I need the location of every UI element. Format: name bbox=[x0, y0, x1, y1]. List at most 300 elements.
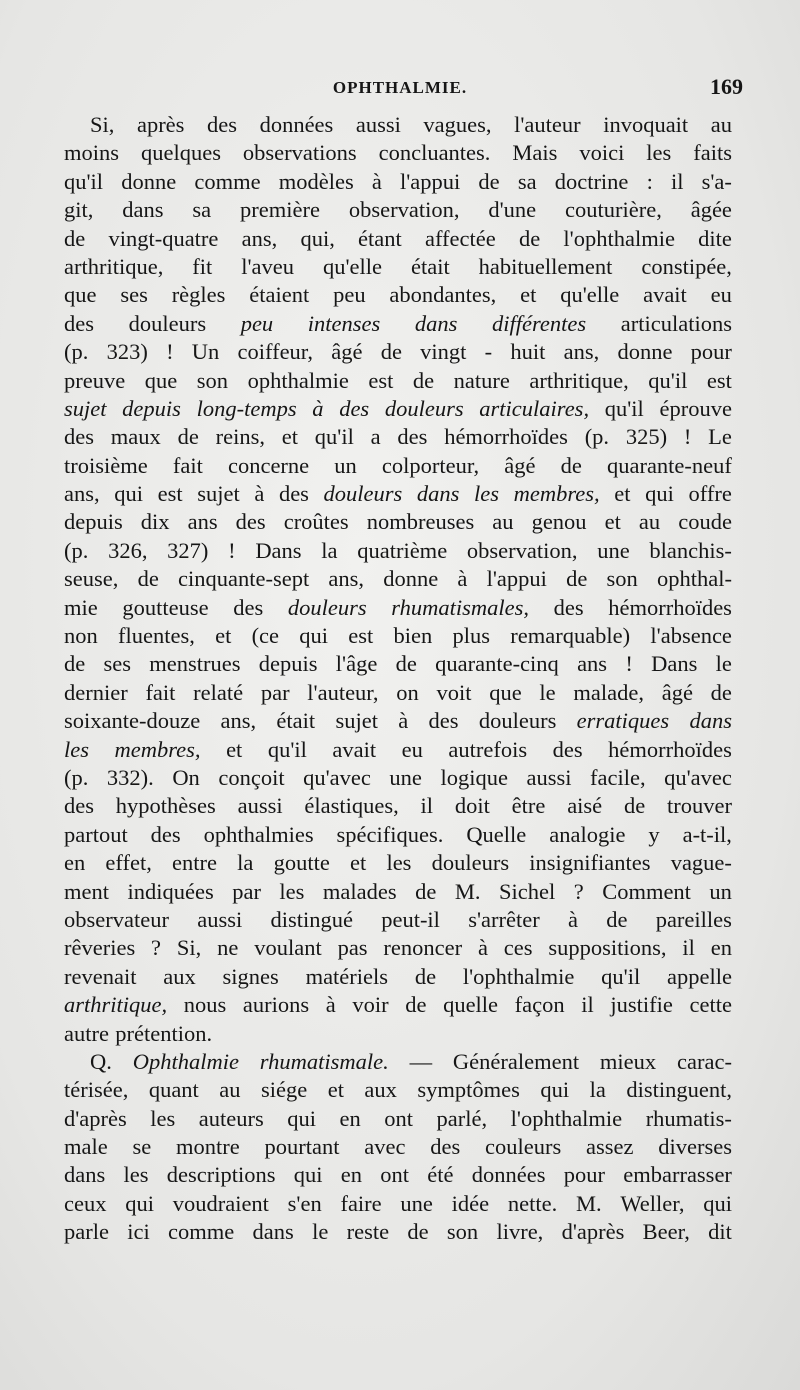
word: dans bbox=[122, 197, 164, 223]
word: de bbox=[606, 906, 628, 932]
word: soixante-douze bbox=[64, 708, 201, 734]
word: nombreuses bbox=[366, 509, 475, 535]
word: des bbox=[278, 481, 309, 507]
word: à bbox=[477, 935, 488, 961]
word: de bbox=[560, 452, 582, 478]
word: en bbox=[64, 850, 86, 876]
word: ces bbox=[503, 935, 533, 961]
word: concluantes. bbox=[378, 140, 491, 166]
word: (ce bbox=[251, 623, 280, 649]
word: ses bbox=[103, 651, 132, 677]
word: Un bbox=[191, 339, 220, 365]
body-text bbox=[64, 111, 732, 1247]
word: de bbox=[478, 168, 500, 194]
word: (p. bbox=[64, 764, 89, 790]
italic-word: sujet bbox=[64, 395, 107, 421]
word: que bbox=[489, 679, 522, 705]
word: prétention. bbox=[115, 1020, 213, 1046]
word: peut-il bbox=[381, 906, 440, 932]
word: données bbox=[471, 1162, 546, 1188]
word: articulations bbox=[620, 310, 732, 336]
word: peu bbox=[333, 282, 366, 308]
word: éprouve bbox=[659, 395, 732, 421]
word: que bbox=[64, 282, 97, 308]
text-line bbox=[64, 1218, 732, 1246]
word: au bbox=[219, 1077, 241, 1103]
word: au bbox=[638, 509, 661, 535]
word: observateur bbox=[64, 906, 169, 932]
word: les bbox=[123, 1162, 149, 1188]
italic-word: dans bbox=[416, 481, 460, 507]
word: la bbox=[589, 1077, 606, 1103]
word: quarante-neuf bbox=[606, 452, 732, 478]
word: qui bbox=[703, 1190, 732, 1216]
word: abondantes, bbox=[389, 282, 497, 308]
text-line bbox=[64, 963, 732, 991]
word: hémorrhoïdes bbox=[444, 424, 568, 450]
word: non bbox=[64, 623, 98, 649]
word: dernier bbox=[64, 679, 128, 705]
word: données bbox=[259, 112, 334, 137]
word: l'auteur, bbox=[307, 679, 379, 705]
word: s'a- bbox=[701, 168, 732, 194]
word: ne bbox=[217, 935, 239, 961]
word: montre bbox=[176, 1134, 240, 1160]
word: cinquante-sept bbox=[178, 566, 310, 592]
word: douleurs bbox=[128, 310, 207, 336]
word: Beer, bbox=[642, 1219, 690, 1245]
word: diverses bbox=[658, 1134, 732, 1160]
word: : bbox=[646, 168, 653, 194]
word: aussi bbox=[355, 112, 401, 137]
word: autrefois bbox=[448, 736, 528, 762]
word: qui bbox=[287, 1105, 317, 1131]
word: comme bbox=[168, 1219, 235, 1245]
word: de bbox=[710, 679, 732, 705]
word: relaté bbox=[193, 679, 244, 705]
word: ophthalmie bbox=[247, 367, 349, 393]
word: — bbox=[409, 1048, 433, 1074]
word: huit bbox=[510, 339, 546, 365]
word: l'ophthalmie bbox=[510, 1105, 623, 1131]
word: à bbox=[325, 992, 336, 1018]
word: est bbox=[368, 367, 394, 393]
word: vingt bbox=[420, 339, 467, 365]
word: constipée, bbox=[641, 253, 732, 279]
word: une bbox=[389, 764, 422, 790]
word: qu'avec bbox=[664, 764, 732, 790]
word: par bbox=[260, 679, 290, 705]
word: carac- bbox=[677, 1048, 732, 1074]
word: au bbox=[492, 509, 514, 535]
word: les bbox=[150, 1105, 176, 1131]
word: avait bbox=[643, 282, 687, 308]
word: se bbox=[132, 1134, 152, 1160]
word: et bbox=[604, 509, 621, 535]
word: l'aveu bbox=[241, 253, 295, 279]
word: ici bbox=[127, 1219, 150, 1245]
word: autre bbox=[64, 1020, 109, 1046]
word: qu'il bbox=[601, 963, 641, 989]
word: et bbox=[327, 1077, 344, 1103]
text-line bbox=[64, 253, 732, 281]
word: suppositions, bbox=[548, 935, 667, 961]
word: donne bbox=[617, 339, 673, 365]
word: malades bbox=[322, 878, 397, 904]
word: en bbox=[340, 1162, 362, 1188]
word: dans bbox=[64, 1162, 106, 1188]
word: élastiques, bbox=[304, 793, 399, 819]
word: goutte bbox=[273, 850, 330, 876]
italic-word: les bbox=[64, 736, 89, 762]
word: aux bbox=[364, 1077, 397, 1103]
word: nette. bbox=[507, 1190, 558, 1216]
word: analogie bbox=[549, 821, 626, 847]
word: âgé bbox=[331, 339, 363, 365]
word: sa bbox=[192, 197, 212, 223]
word: 326, bbox=[108, 537, 148, 563]
word: pourtant bbox=[264, 1134, 340, 1160]
italic-word: membres, bbox=[114, 736, 201, 762]
word: nature bbox=[453, 367, 510, 393]
word: hémorrhoïdes bbox=[608, 594, 732, 620]
word: à bbox=[254, 481, 265, 507]
text-line bbox=[64, 452, 732, 480]
word: seuse, bbox=[64, 566, 119, 592]
word: a-t-il, bbox=[682, 821, 732, 847]
word: première bbox=[240, 197, 320, 223]
text-line bbox=[64, 196, 732, 224]
word: aussi bbox=[526, 764, 572, 790]
word: croûtes bbox=[283, 509, 349, 535]
word: 323) bbox=[106, 339, 148, 365]
running-title: OPHTHALMIE. bbox=[332, 78, 468, 97]
word: dix bbox=[140, 509, 170, 535]
italic-word: douleurs bbox=[323, 481, 403, 507]
word: mieux bbox=[599, 1048, 657, 1074]
word: ophthalmies bbox=[203, 821, 314, 847]
word: sujet bbox=[197, 481, 240, 507]
italic-word: arthritique, bbox=[64, 992, 168, 1018]
word: ! bbox=[683, 424, 692, 450]
word: à bbox=[457, 566, 468, 592]
word: douleurs bbox=[431, 850, 510, 876]
word: sujet bbox=[335, 708, 378, 734]
word: Q. bbox=[90, 1048, 112, 1074]
word: troisième bbox=[64, 452, 148, 478]
word: distingué bbox=[270, 906, 353, 932]
word: et bbox=[215, 623, 232, 649]
word: blanchis- bbox=[649, 537, 732, 563]
word: sa bbox=[517, 168, 537, 194]
word: âgé bbox=[504, 452, 536, 478]
text-line bbox=[64, 1020, 732, 1048]
italic-word: articulaires, bbox=[479, 395, 590, 421]
word: des bbox=[397, 424, 428, 450]
word: quarante-cinq bbox=[435, 651, 559, 677]
word: assez bbox=[586, 1134, 634, 1160]
word: ans, bbox=[220, 708, 257, 734]
word: spécifiques. bbox=[336, 821, 444, 847]
italic-word: douleurs bbox=[287, 594, 367, 620]
text-line bbox=[64, 1190, 732, 1218]
word: distinguent, bbox=[626, 1077, 732, 1103]
word: habituellement bbox=[478, 253, 613, 279]
text-line bbox=[64, 139, 732, 167]
word: goutteuse bbox=[122, 594, 209, 620]
text-line bbox=[64, 1133, 732, 1161]
word: aussi bbox=[197, 906, 243, 932]
word: l'ophthalmie bbox=[462, 963, 575, 989]
word: des bbox=[233, 594, 264, 620]
word: que bbox=[144, 367, 178, 393]
word: est bbox=[157, 481, 183, 507]
text-line bbox=[64, 622, 732, 650]
word: observation, bbox=[348, 197, 460, 223]
word: de bbox=[414, 963, 437, 989]
word: le bbox=[539, 679, 556, 705]
word: et bbox=[350, 850, 367, 876]
word: bien bbox=[393, 623, 433, 649]
word: Si, bbox=[176, 935, 202, 961]
word: et bbox=[520, 282, 537, 308]
word: nous bbox=[183, 992, 227, 1018]
text-line bbox=[64, 395, 732, 423]
word: entre bbox=[172, 850, 217, 876]
word: insignifiantes bbox=[529, 850, 651, 876]
page-number: 169 bbox=[710, 74, 743, 99]
text-line bbox=[64, 679, 732, 707]
word: eu bbox=[710, 282, 732, 308]
word: voir bbox=[352, 992, 389, 1018]
word: auteurs bbox=[198, 1105, 264, 1131]
word: ans, bbox=[64, 481, 100, 507]
word: colporteur, bbox=[381, 452, 480, 478]
word: 325) bbox=[625, 424, 668, 450]
word: affectée bbox=[424, 225, 496, 251]
word: qui bbox=[293, 1162, 323, 1188]
italic-word: dans bbox=[689, 708, 732, 734]
word: (p. bbox=[584, 424, 610, 450]
italic-word: des bbox=[339, 395, 370, 421]
word: des bbox=[553, 594, 584, 620]
italic-word: à bbox=[312, 395, 324, 421]
word: plus bbox=[452, 623, 490, 649]
word: rhumatis- bbox=[645, 1105, 732, 1131]
word: et bbox=[226, 736, 243, 762]
italic-word: douleurs bbox=[384, 395, 464, 421]
word: ans, bbox=[241, 225, 278, 251]
word: était bbox=[410, 253, 450, 279]
word: de bbox=[395, 651, 417, 677]
word: à bbox=[567, 906, 578, 932]
word: ophthal- bbox=[656, 566, 732, 592]
text-line bbox=[64, 821, 732, 849]
text-line bbox=[64, 338, 732, 366]
word: l'âge bbox=[335, 651, 378, 677]
word: qu'elle bbox=[322, 253, 383, 279]
word: des bbox=[235, 509, 266, 535]
word: dite bbox=[698, 225, 732, 251]
word: Dans bbox=[651, 651, 698, 677]
italic-word: différentes bbox=[491, 310, 587, 336]
word: doit bbox=[454, 793, 490, 819]
word: symptômes bbox=[417, 1077, 520, 1103]
word: (p. bbox=[64, 339, 89, 365]
word: le bbox=[715, 651, 732, 677]
word: d'après bbox=[64, 1105, 127, 1131]
word: règles bbox=[171, 282, 226, 308]
word: et bbox=[614, 481, 631, 507]
word: de bbox=[518, 225, 541, 251]
italic-word: depuis bbox=[122, 395, 181, 421]
word: l'absence bbox=[650, 623, 732, 649]
word: les bbox=[279, 878, 305, 904]
word: git, bbox=[64, 197, 94, 223]
word: âgée bbox=[690, 197, 732, 223]
italic-word: erratiques bbox=[576, 708, 670, 734]
text-line bbox=[64, 1048, 732, 1076]
word: doctrine bbox=[554, 168, 629, 194]
word: hémorrhoïdes bbox=[608, 736, 732, 762]
word: étaient bbox=[249, 282, 310, 308]
word: des bbox=[64, 424, 94, 450]
word: quant bbox=[148, 1077, 199, 1103]
word: voici bbox=[579, 140, 625, 166]
word: qu'avec bbox=[303, 764, 371, 790]
word: de bbox=[380, 339, 402, 365]
word: un bbox=[709, 878, 732, 904]
word: voudraient bbox=[172, 1190, 269, 1216]
word: de bbox=[137, 566, 159, 592]
word: l'ophthalmie bbox=[563, 225, 675, 251]
text-line bbox=[64, 508, 732, 536]
word: ont bbox=[384, 1105, 414, 1131]
word: il bbox=[581, 992, 594, 1018]
word: de bbox=[623, 793, 646, 819]
word: invoquait bbox=[603, 112, 689, 137]
word: faire bbox=[340, 1190, 382, 1216]
word: façon bbox=[514, 992, 565, 1018]
word: des bbox=[64, 310, 94, 336]
word: l'appui bbox=[399, 168, 461, 194]
word: la bbox=[321, 537, 338, 563]
word: des bbox=[150, 821, 181, 847]
word: fait bbox=[145, 679, 176, 705]
word: depuis bbox=[258, 651, 318, 677]
word: dans bbox=[252, 1219, 294, 1245]
text-line bbox=[64, 111, 732, 139]
word: l'appui bbox=[486, 566, 547, 592]
word: les bbox=[386, 850, 412, 876]
word: une bbox=[400, 1190, 433, 1216]
word: qui, bbox=[300, 225, 335, 251]
word: appelle bbox=[667, 963, 732, 989]
word: quelques bbox=[140, 140, 221, 166]
word: ! bbox=[166, 339, 174, 365]
word: qu'elle bbox=[560, 282, 620, 308]
text-line bbox=[64, 480, 732, 508]
word: offre bbox=[688, 481, 732, 507]
word: d'une bbox=[488, 197, 537, 223]
word: le bbox=[312, 1219, 329, 1245]
word: facile, bbox=[590, 764, 646, 790]
word: ceux bbox=[64, 1190, 107, 1216]
word: il bbox=[420, 793, 434, 819]
text-line bbox=[64, 310, 732, 338]
word: arthritique, bbox=[529, 367, 629, 393]
word: eu bbox=[401, 736, 423, 762]
word: menstrues bbox=[149, 651, 241, 677]
word: pareilles bbox=[655, 906, 732, 932]
word: faits bbox=[693, 140, 732, 166]
word: qu'il bbox=[314, 424, 354, 450]
word: Si, bbox=[90, 112, 115, 137]
word: il bbox=[670, 168, 684, 194]
word: On bbox=[172, 764, 200, 790]
word: signes bbox=[222, 963, 279, 989]
word: qui bbox=[299, 623, 329, 649]
word: on bbox=[396, 679, 419, 705]
word: étant bbox=[358, 225, 402, 251]
word: son bbox=[446, 1219, 479, 1245]
text-line bbox=[64, 1076, 732, 1104]
word: térisée, bbox=[64, 1077, 129, 1103]
word: Mais bbox=[512, 140, 558, 166]
word: ment bbox=[64, 878, 109, 904]
italic-word: intenses bbox=[307, 310, 381, 336]
italic-word: les bbox=[474, 481, 500, 507]
word: pour bbox=[563, 1162, 605, 1188]
word: ? bbox=[573, 878, 584, 904]
word: qui bbox=[114, 481, 143, 507]
italic-word: rhumatismales, bbox=[391, 594, 529, 620]
word: de bbox=[566, 566, 588, 592]
word: en bbox=[339, 1105, 361, 1131]
word: ! bbox=[625, 651, 633, 677]
word: ans bbox=[577, 651, 608, 677]
word: siége bbox=[261, 1077, 308, 1103]
word: - bbox=[484, 339, 493, 365]
word: dit bbox=[708, 1219, 732, 1245]
word: rêveries bbox=[64, 935, 136, 961]
text-line bbox=[64, 1161, 732, 1189]
word: une bbox=[597, 537, 630, 563]
word: M. bbox=[575, 1190, 602, 1216]
word: reins, bbox=[215, 424, 265, 450]
word: remarquable) bbox=[510, 623, 631, 649]
word: idée bbox=[451, 1190, 490, 1216]
word: par bbox=[232, 878, 261, 904]
word: et bbox=[281, 424, 298, 450]
word: pour bbox=[690, 339, 732, 365]
text-line bbox=[64, 594, 732, 622]
word: à bbox=[398, 708, 409, 734]
word: coiffeur, bbox=[237, 339, 314, 365]
word: 332). bbox=[106, 764, 154, 790]
word: fait bbox=[172, 452, 203, 478]
text-line bbox=[64, 423, 732, 451]
word: d'après bbox=[561, 1219, 625, 1245]
word: un bbox=[334, 452, 357, 478]
word: effet, bbox=[105, 850, 152, 876]
word: de bbox=[64, 651, 86, 677]
word: descriptions bbox=[166, 1162, 276, 1188]
word: logique bbox=[440, 764, 508, 790]
word: ans bbox=[187, 509, 218, 535]
text-line bbox=[64, 736, 732, 764]
text-line bbox=[64, 991, 732, 1019]
